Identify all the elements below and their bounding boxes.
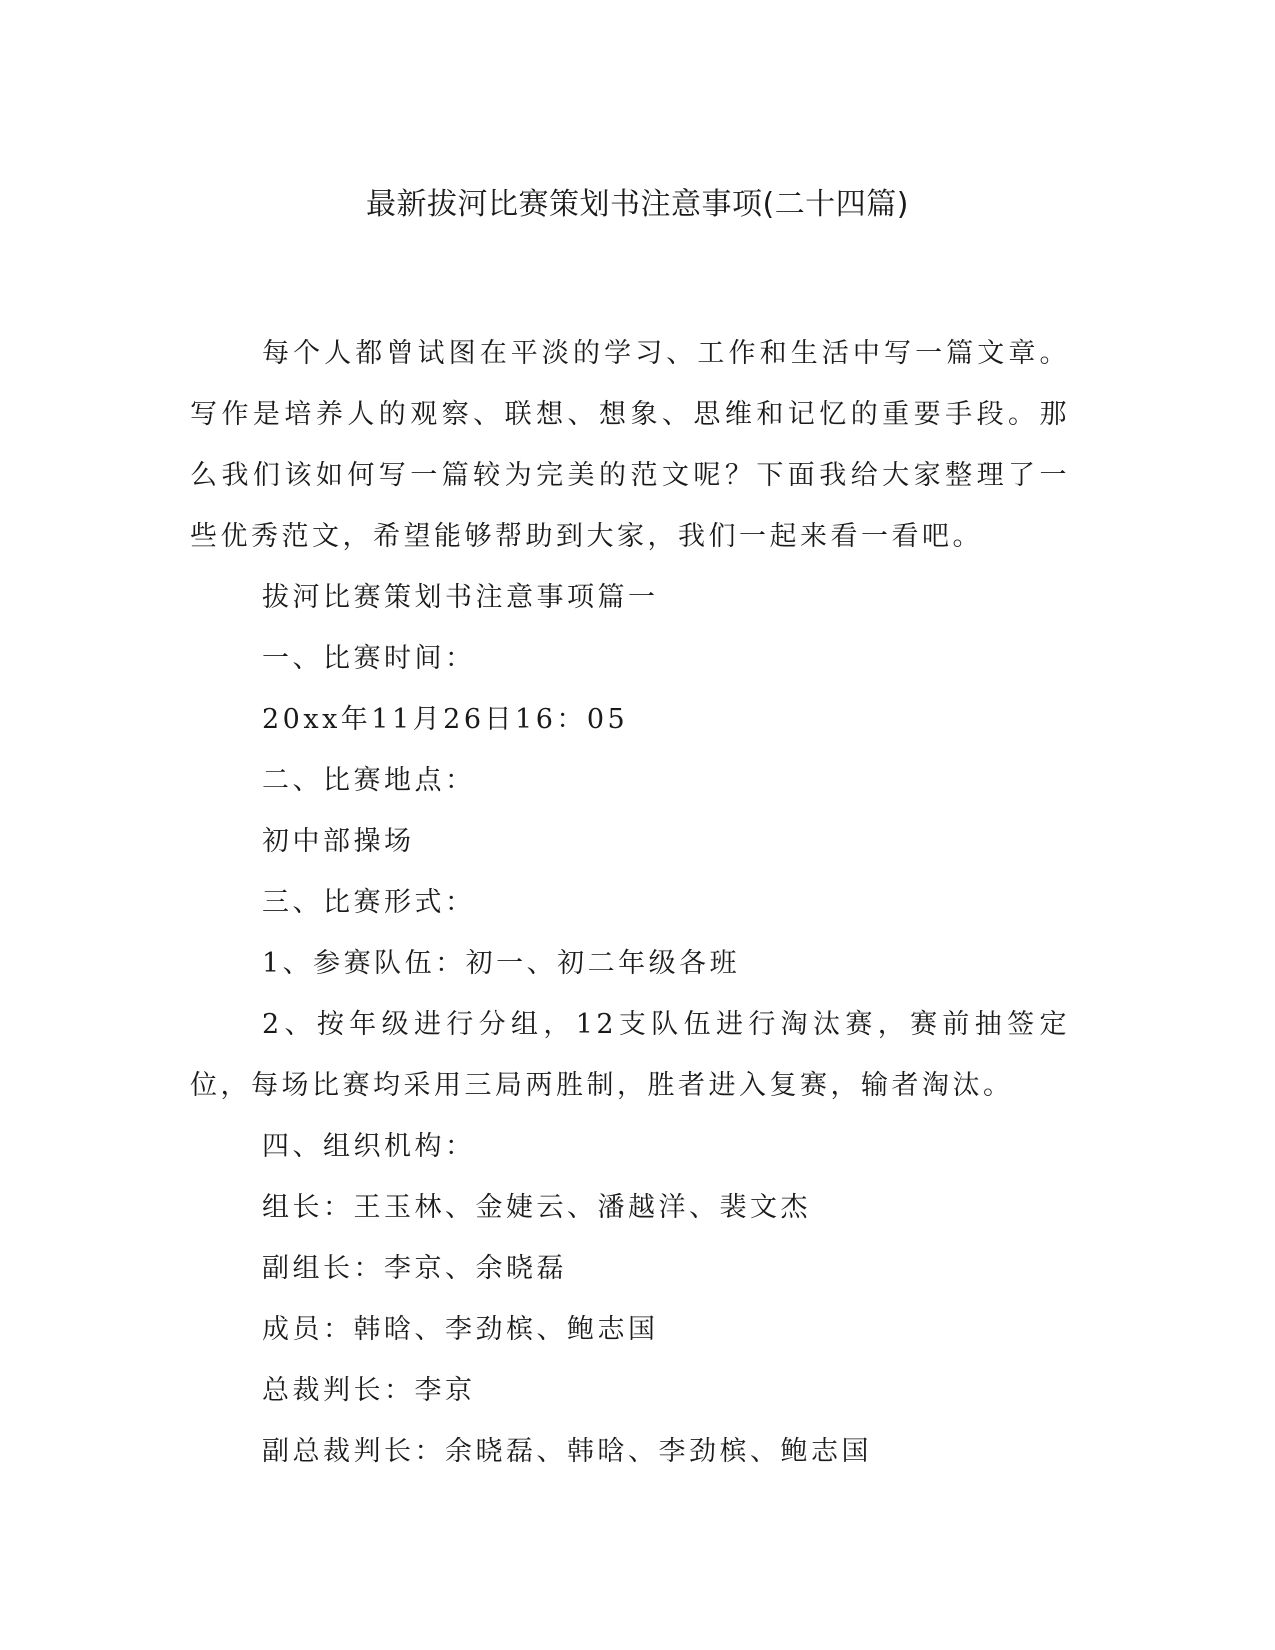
org-deputy-leaders: 副组长：李京、余晓磊	[262, 1253, 567, 1284]
intro-paragraph: 每个人都曾试图在平淡的学习、工作和生活中写一篇文章。写作是培养人的观察、联想、想象、思维和记忆的重要手段。那么我们该如何写一篇较为完美的范文呢？下面我给大家整理了一些优秀范文，希望能够帮助到大家，我们一起来看一看吧。	[190, 338, 1070, 552]
item-heading-time: 一、比赛时间：	[262, 643, 476, 674]
format-item-teams: 1、参赛队伍：初一、初二年级各班	[262, 948, 741, 979]
org-deputy-chief-referees: 副总裁判长：余晓磊、韩晗、李劲槟、鲍志国	[262, 1436, 872, 1467]
document-body	[190, 323, 1070, 1482]
document-title: 最新拔河比赛策划书注意事项(二十四篇)	[366, 187, 909, 222]
item-heading-location: 二、比赛地点：	[262, 765, 476, 796]
org-members: 成员：韩晗、李劲槟、鲍志国	[262, 1314, 659, 1345]
item-value-location: 初中部操场	[262, 826, 415, 857]
item-value-time: 20xx年11月26日16：05	[262, 704, 629, 735]
format-item-rules: 2、按年级进行分组，12支队伍进行淘汰赛，赛前抽签定位，每场比赛均采用三局两胜制，胜者进入复赛，输者淘汰。	[190, 1009, 1070, 1101]
org-chief-referee: 总裁判长：李京	[262, 1375, 476, 1406]
item-heading-format: 三、比赛形式：	[262, 887, 476, 918]
section-heading: 拔河比赛策划书注意事项篇一	[262, 582, 659, 613]
item-heading-organization: 四、组织机构：	[262, 1131, 476, 1162]
org-leaders: 组长：王玉林、金婕云、潘越洋、裴文杰	[262, 1192, 811, 1223]
